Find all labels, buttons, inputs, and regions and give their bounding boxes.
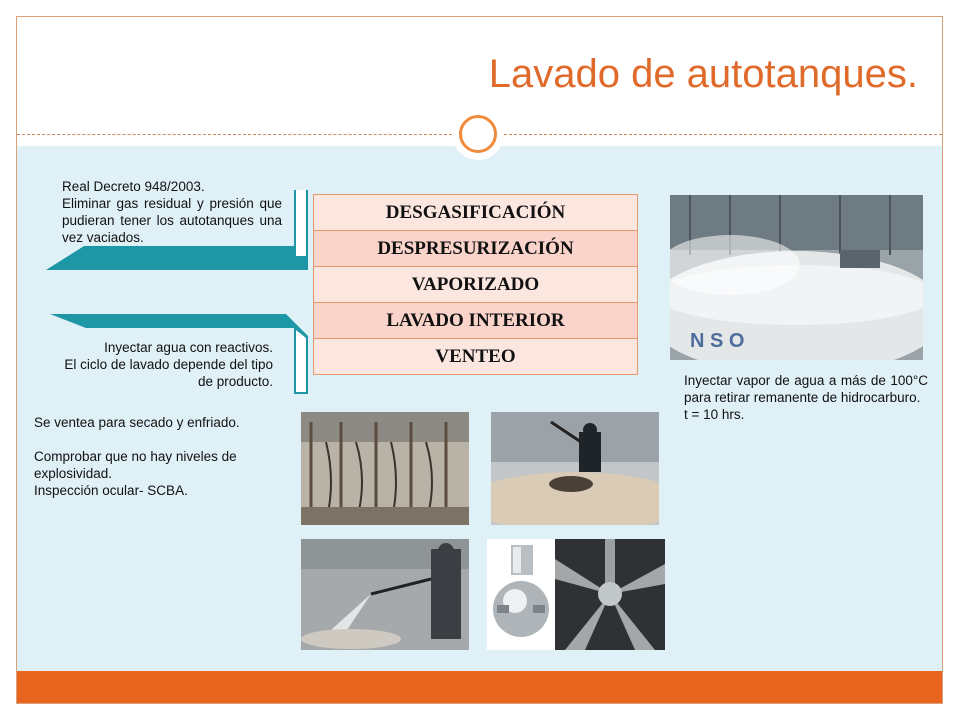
worker-on-tank-photo xyxy=(491,412,659,525)
step-desgasificacion: DESGASIFICACIÓN xyxy=(314,195,638,231)
divider-right xyxy=(504,134,942,135)
note-desgasificacion xyxy=(62,178,282,246)
note-vapor-line1: Inyectar vapor de agua a más de 100°C para retirar remanente de hidrocarburo. xyxy=(684,373,928,405)
slide-title: Lavado de autotanques. xyxy=(488,52,918,96)
note-venteo-line3: Inspección ocular- SCBA. xyxy=(34,483,188,498)
step-venteo: VENTEO xyxy=(314,339,638,375)
note-lavado xyxy=(58,339,273,390)
note-venteo-line1: Se ventea para secado y enfriado. xyxy=(34,415,240,430)
wash-rack-photo xyxy=(301,412,469,525)
step-lavado-interior: LAVADO INTERIOR xyxy=(314,303,638,339)
process-steps-table xyxy=(313,194,638,375)
note-lavado-line2: El ciclo de lavado depende del tipo de producto. xyxy=(64,357,273,389)
divider-left xyxy=(17,134,452,135)
footer-bar xyxy=(17,671,942,703)
note-desgas-text: Eliminar gas residual y presión que pudieran tener los autotanques una vez vaciados. xyxy=(62,196,282,245)
nozzle-spraying-photo xyxy=(555,539,665,650)
note-venteo xyxy=(34,414,279,499)
pressure-washing-photo xyxy=(301,539,469,650)
tanker-steam-photo xyxy=(670,195,923,360)
spray-nozzle-photo xyxy=(487,539,555,650)
step-despresurizacion: DESPRESURIZACIÓN xyxy=(314,231,638,267)
note-lavado-line1: Inyectar agua con reactivos. xyxy=(104,340,273,355)
svg-text:N S O: N S O xyxy=(690,330,745,352)
note-vaporizado xyxy=(684,372,928,423)
note-vapor-line2: t = 10 hrs. xyxy=(684,407,745,422)
note-venteo-line2: Comprobar que no hay niveles de explosividad. xyxy=(34,449,237,481)
note-desgas-ref: Real Decreto 948/2003. xyxy=(62,179,205,194)
step-vaporizado: VAPORIZADO xyxy=(314,267,638,303)
divider-circle-icon xyxy=(459,115,497,153)
